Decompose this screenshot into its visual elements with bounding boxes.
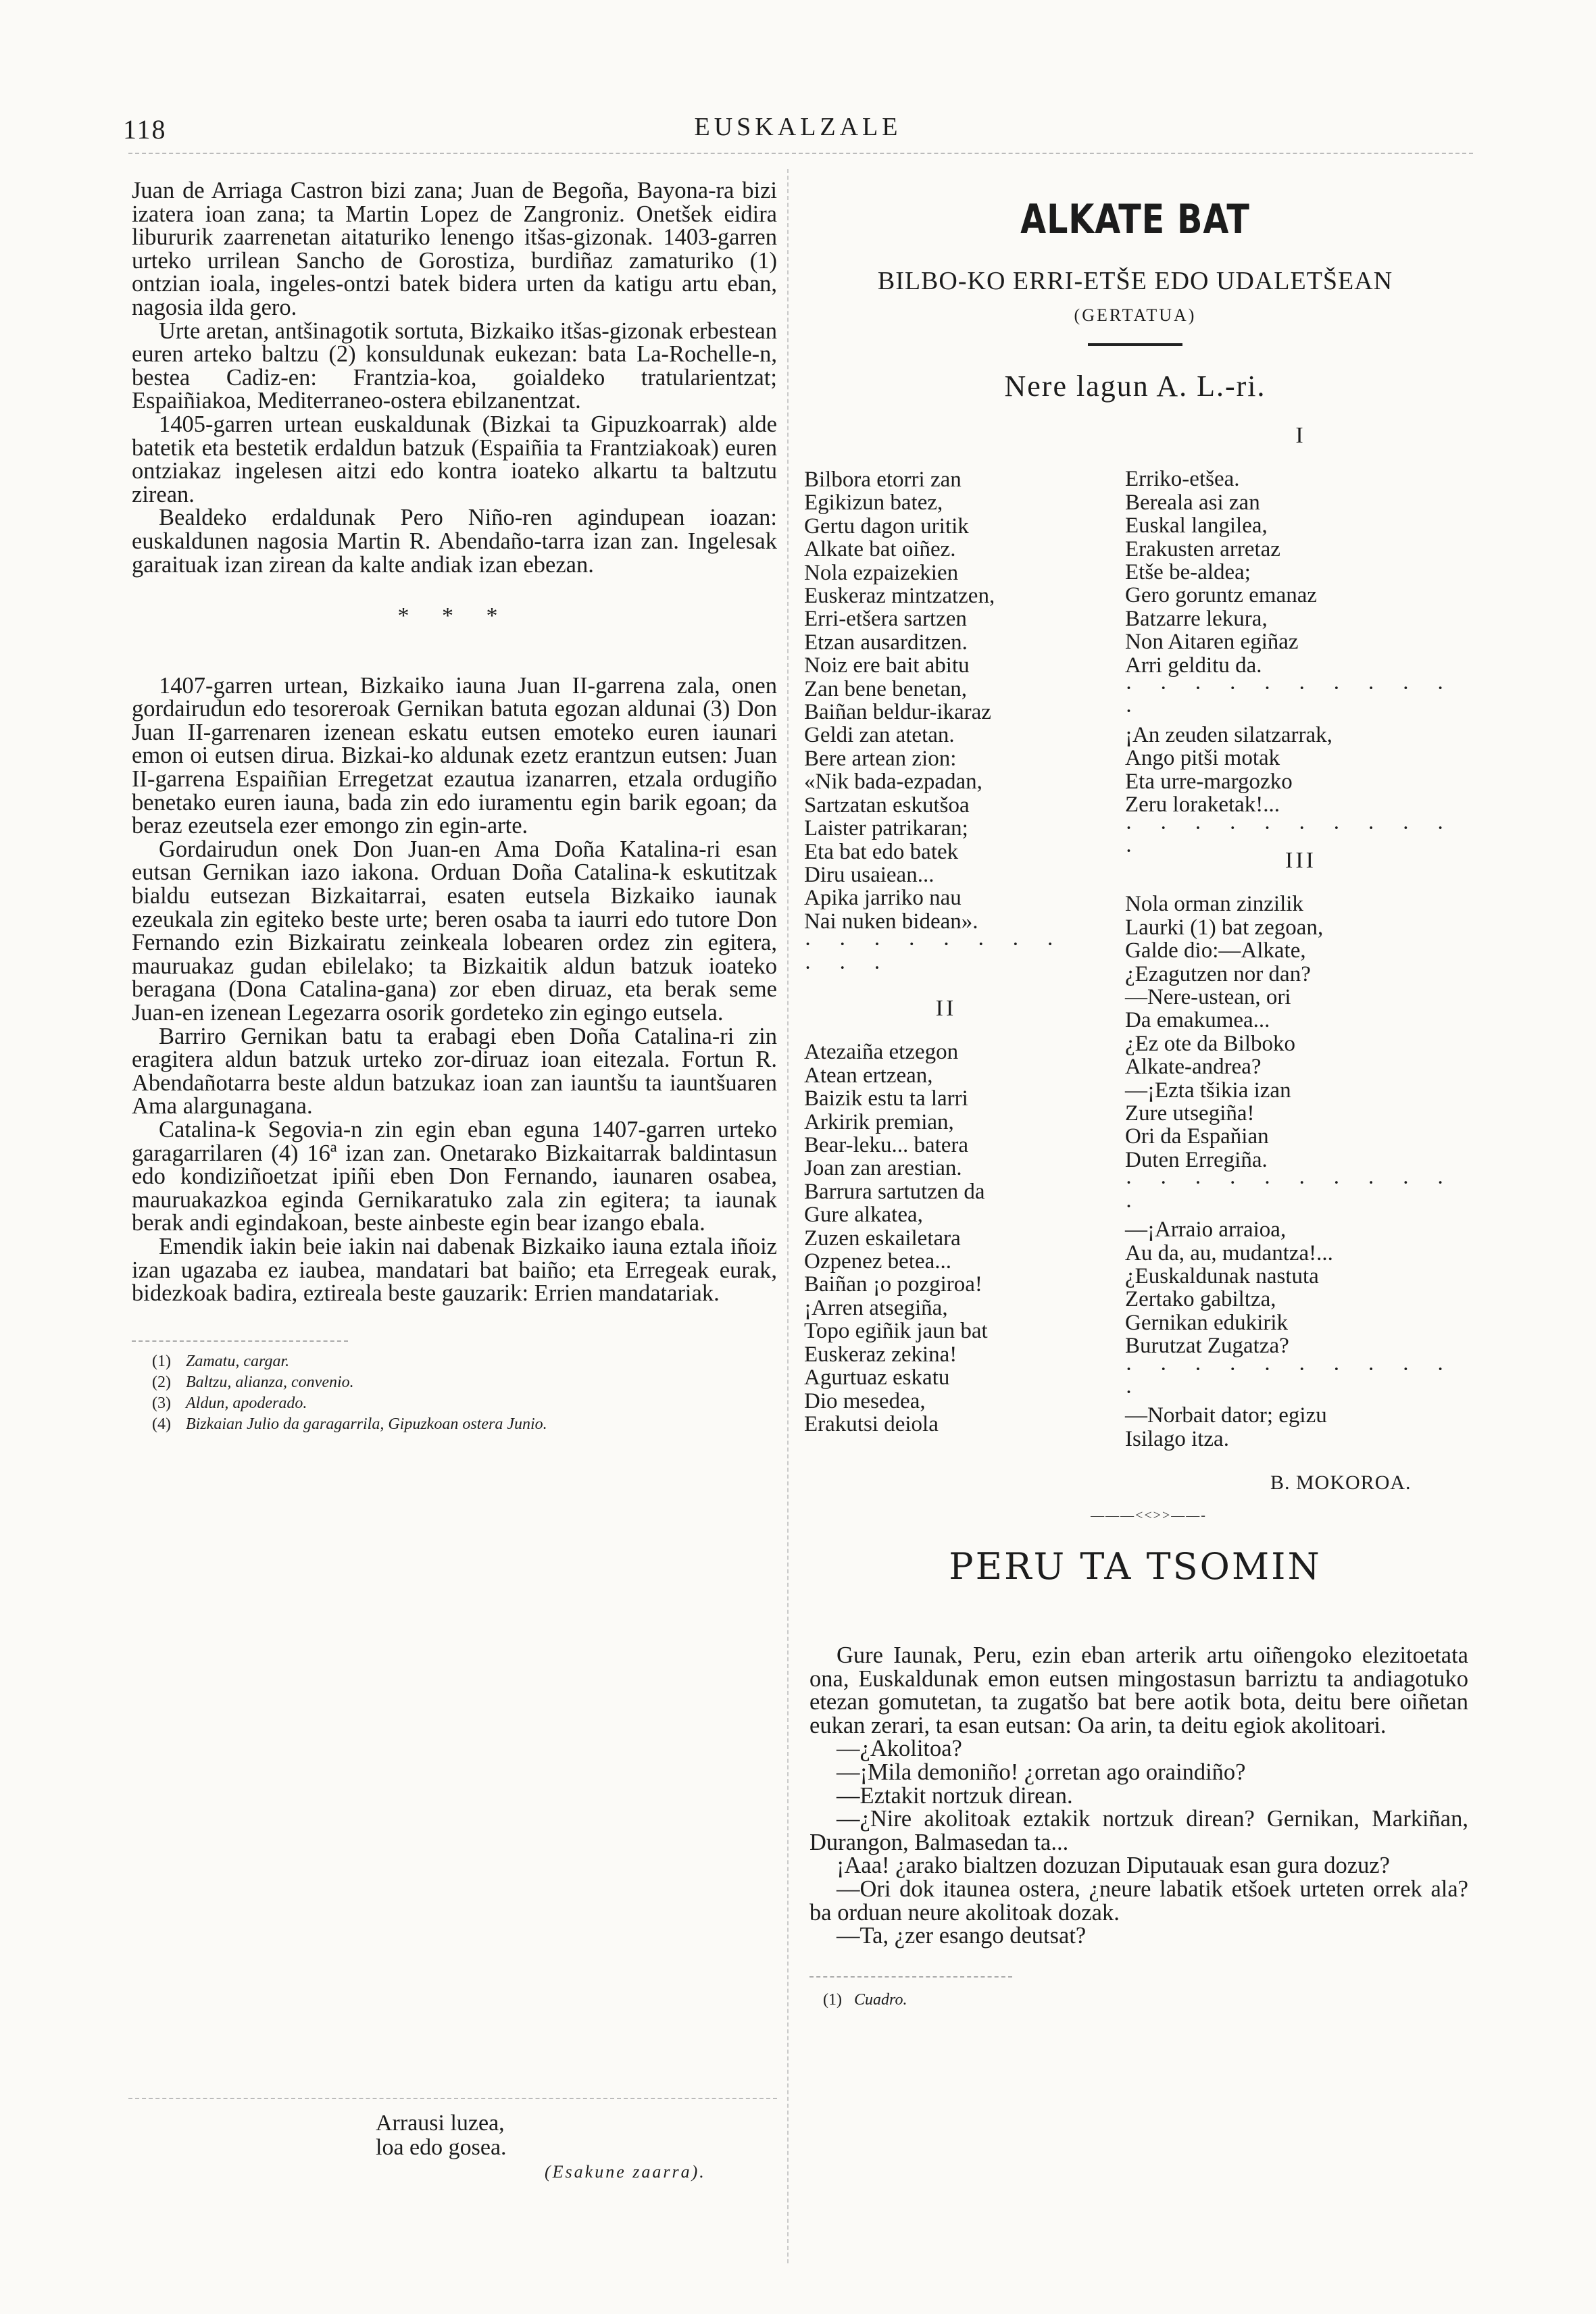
verse-line: «Nik bada-ezpadan, bbox=[804, 770, 982, 795]
heading-rule bbox=[1088, 343, 1182, 346]
verse-line: Zertako gabiltza, bbox=[1125, 1287, 1276, 1312]
quote-rule bbox=[128, 2098, 777, 2099]
verse-line: Erri-etšera sartzen bbox=[804, 607, 967, 632]
part-label: III bbox=[1285, 848, 1316, 873]
verse-line: Gernikan edukirik bbox=[1125, 1310, 1289, 1335]
verse-line: Etzan ausarditzen. bbox=[804, 630, 968, 655]
verse-ellipsis: · · · · · · · · · · · bbox=[1125, 1357, 1455, 1405]
left-column bbox=[132, 179, 777, 1435]
verse-line: Erriko-etšea. bbox=[1125, 467, 1240, 492]
verse-line: Egikizun batez, bbox=[804, 491, 943, 515]
verse-line: Isilago itza. bbox=[1125, 1426, 1229, 1451]
quote-line: Arrausi luzea, bbox=[376, 2111, 505, 2136]
verse-line: Topo egiñik jaun bat bbox=[804, 1319, 988, 1344]
paragraph: —¿Akolitoa? bbox=[837, 1736, 962, 1762]
part-label: II bbox=[935, 996, 957, 1021]
page-number: 118 bbox=[123, 114, 167, 145]
header-rule bbox=[128, 153, 1473, 154]
verse-line: Bear-leku... batera bbox=[804, 1133, 969, 1158]
verse-ellipsis: · · · · · · · · · · · bbox=[804, 932, 1065, 980]
verse-line: —¡Arraio arraioa, bbox=[1125, 1217, 1287, 1242]
verse-line: Euskeraz zekina! bbox=[804, 1342, 957, 1367]
part-label: I bbox=[1295, 423, 1306, 448]
footnote: (3) Aldun, apoderado. bbox=[152, 1394, 307, 1412]
story-body bbox=[809, 1644, 1468, 2011]
verse-line: —Norbait dator; egizu bbox=[1125, 1403, 1327, 1428]
footnote: (2) Baltzu, alianza, convenio. bbox=[152, 1373, 354, 1391]
verse-line: Eta bat edo batek bbox=[804, 839, 959, 864]
running-title: EUSKALZALE bbox=[694, 113, 902, 141]
verse-ellipsis: · · · · · · · · · · · bbox=[1125, 676, 1455, 724]
verse-line: Gure alkatea, bbox=[804, 1203, 923, 1228]
verse-line: Ori da Espaňian bbox=[1125, 1124, 1269, 1149]
ornament-divider: ———<<>>——- bbox=[1091, 1508, 1207, 1523]
paragraph: Barriro Gernikan batu ta erabagi eben Doña Catalina-ri zin eragitera aldun batzuk urteko zor-diruaz ioan eitezala. Fortun R. Abendañotarra beste aldun batzukaz ioan zan iauntšu ta iauntšuaren Ama alargunagana. bbox=[132, 1023, 777, 1120]
verse-line: Alkate-andrea? bbox=[1125, 1055, 1262, 1080]
paragraph: 1405-garren urtean euskaldunak (Bizkai ta Gipuzkoarrak) alde batetik eta bestetik erdaldun batzuk (Espaiñia ta Frantziakoak) euren ontziakaz ingelesen aitzi edo kontra ioateko alkartu ta baltzutu zirean. bbox=[132, 411, 777, 507]
verse-line: Bere artean zion: bbox=[804, 746, 957, 771]
verse-line: Baiñan ¡o pozgiroa! bbox=[804, 1272, 982, 1297]
paragraph: ¡Aaa! ¿arako bialtzen dozuzan Diputauak esan gura dozuz? bbox=[837, 1853, 1390, 1879]
verse-line: ¡An zeuden silatzarrak, bbox=[1125, 722, 1332, 747]
poem-part-2 bbox=[804, 997, 1088, 1436]
paragraph: —¡Mila demoniño! ¿orretan ago oraindiño? bbox=[837, 1759, 1246, 1785]
quote-source: (Esakune zaarra). bbox=[545, 2162, 706, 2182]
poem-part-1-right bbox=[1125, 424, 1476, 863]
paragraph: Gure Iaunak, Peru, ezin eban arterik artu oiñengoko elezitoetata ona, Euskaldunak emon eutsen mingostasun barriztu ta andiagotuko etezan gomutetan, ta zugatšo bat bere aotik bota, deitu bere oiñetan eukan zerari, ta esan eutsan: Oa arin, ta deitu egiok akolitoari. bbox=[809, 1642, 1468, 1738]
paragraph: Juan de Arriaga Castron bizi zana; Juan de Begoña, Bayona-ra bizi izatera ioan zana; ta Martin Lopez de Zangroniz. Onetšek eidira libururik zaarrenetan aitaturiko lenengo itšas-gizonak. 1403-garren urteko urrilean Sancho de Gorostiza, burdiñaz zamaturiko (1) ontzian ioala, ingeles-ontzi batek bidera urten da katigu artu eban, nagosia ilda gero. bbox=[132, 178, 777, 320]
paragraph: 1407-garren urtean, Bizkaiko iauna Juan II-garrena zala, onen gordairudun edo tesoreroak Gernikan batuta egozan aldunai (3) Don Juan II-garrenaren izenean eskatu eutsen emoteko euren iaunari emon oi eutsen dirua. Bizkai-ko aldunak ezetz erantzun eutsen: Juan II-garrena Espaiñian Erregetzat ezautua izanarren, etzala ordugiño benetako euren iauna, bada zin edo iuramentu egin barik egoan; da beraz ezeutsela ezer emongo zin egin-arte. bbox=[132, 672, 777, 839]
verse-line: Agurtuaz eskatu bbox=[804, 1365, 950, 1390]
paragraph: Urte aretan, antšinagotik sortuta, Bizkaiko itšas-gizonak erbestean euren arteko baltzu (2) konsuldunak eukezan: bata La-Rochelle-n, bestea Cadiz-en: Frantzia-koa, goialdeko tratularientzat; Espaiñiakoa, Mediterraneo-ostera ebilzanentzat. bbox=[132, 318, 777, 414]
verse-line: —Nere-ustean, ori bbox=[1125, 985, 1291, 1010]
verse-line: Au da, au, mudantza!... bbox=[1125, 1240, 1333, 1265]
poem-title: ALKATE BAT bbox=[1020, 196, 1250, 243]
verse-line: Duten Erregiña. bbox=[1125, 1147, 1268, 1172]
poem-note: (GERTATUA) bbox=[1074, 305, 1197, 325]
poem-part-1-left bbox=[804, 468, 1088, 980]
verse-line: Euskeraz mintzatzen, bbox=[804, 584, 995, 609]
verse-line: Bereala asi zan bbox=[1125, 490, 1260, 515]
paragraph: —¿Nire akolitoak eztakik nortzuk direan? Gernikan, Markiñan, Durangon, Balmasedan ta... bbox=[809, 1806, 1468, 1855]
verse-line: ¿Ez ote da Bilboko bbox=[1125, 1031, 1296, 1056]
column-divider bbox=[787, 169, 789, 2263]
poem-dedication: Nere lagun A. L.-ri. bbox=[1004, 370, 1266, 403]
verse-line: Gero goruntz emanaz bbox=[1125, 583, 1318, 608]
verse-line: Laister patrikaran; bbox=[804, 816, 968, 841]
verse-line: Nai nuken bidean». bbox=[804, 909, 978, 934]
poem-subtitle: BILBO-KO ERRI-ETŠE EDO UDALETŠEAN bbox=[877, 267, 1393, 295]
verse-line: Laurki (1) bat zegoan, bbox=[1125, 915, 1324, 940]
footnote-rule bbox=[809, 1976, 1012, 1978]
paragraph: Gordairudun onek Don Juan-en Ama Doña Katalina-ri esan eutsan Gernikan iazo iakona. Orduan Doña Catalina-k eskutitzak bialdu eutsezan Bizkaitarrai, esaten eutsela Bizkaiko iaunak ezeukala zin egiteko beste urte; beren osaba ta iaurri edo tutore Don Fernando ezin Bizkairatu zeinkeala lobearen ordez zin egitera, mauruakaz gudan ebilelako; ta Bizkaitik aldun batzuk ioateko beragana (Dona Catalina-gana) zor eben diruaz, eta berak seme Juan-en izenean Legezarra osorik gordeteko zin egingo eutsela. bbox=[132, 836, 777, 1026]
verse-line: Erakusten arretaz bbox=[1125, 536, 1280, 561]
verse-line: Burutzat Zugatza? bbox=[1125, 1334, 1289, 1359]
poem-signature: B. MOKOROA. bbox=[1270, 1472, 1412, 1494]
verse-line: Barrura sartutzen da bbox=[804, 1179, 985, 1204]
verse-line: Baiñan beldur-ikaraz bbox=[804, 700, 991, 725]
verse-line: Zan bene benetan, bbox=[804, 676, 967, 701]
section-separator: * * * bbox=[397, 603, 512, 629]
verse-line: Non Aitaren egiñaz bbox=[1125, 630, 1299, 655]
proverb-quote bbox=[376, 2111, 706, 2184]
verse-line: ¿Ezagutzen nor dan? bbox=[1125, 961, 1311, 986]
verse-line: Alkate bat oiñez. bbox=[804, 537, 956, 562]
verse-line: Gertu dagon uritik bbox=[804, 513, 969, 538]
verse-line: Euskal langilea, bbox=[1125, 513, 1268, 538]
verse-line: Diru usaiean... bbox=[804, 862, 934, 887]
paragraph: —Ta, ¿zer esango deutsat? bbox=[837, 1923, 1087, 1949]
verse-line: Geldi zan atetan. bbox=[804, 723, 955, 748]
verse-line: Ango pitši motak bbox=[1125, 746, 1280, 771]
footnote: (1) Zamatu, cargar. bbox=[152, 1352, 290, 1370]
verse-line: Zeru loraketak!... bbox=[1125, 793, 1280, 818]
verse-line: Nola ezpaizekien bbox=[804, 560, 959, 585]
footnote-rule bbox=[132, 1340, 348, 1342]
story-title: PERU TA TSOMIN bbox=[949, 1545, 1322, 1588]
verse-line: Bilbora etorri zan bbox=[804, 468, 962, 492]
verse-line: Eta urre-margozko bbox=[1125, 769, 1293, 794]
footnote: (4) Bizkaian Julio da garagarrila, Gipuzkoan ostera Junio. bbox=[152, 1415, 547, 1433]
paragraph: Catalina-k Segovia-n zin egin eban eguna 1407-garren urteko garagarrilaren (4) 16ª izan zan. Onetarako Bizkaitarrak baldintasun edo kondiziñoetzat ipiñi eben Don Fernando, iaunaren osabea, mauruakazkoa eginda Gernikaratuko zala zin egitera; ta iaunak berak andi egindakoan, beste ainbeste egin bear izango ebala. bbox=[132, 1116, 777, 1236]
paragraph: Emendik iakin beie iakin nai dabenak Bizkaiko iauna eztala iñoiz izan ugazaba ez iaubea, mandatari bat baiño; eta Erregeak eurak, bidezkoak badira, eztirealа beste gauzarik: Errien mandatariak. bbox=[132, 1233, 777, 1307]
verse-line: Arri gelditu da. bbox=[1125, 653, 1262, 678]
paragraph: —Eztakit nortzuk direan. bbox=[837, 1782, 1073, 1809]
verse-line: ¡Arren atsegiña, bbox=[804, 1295, 948, 1320]
verse-line: Atezaiña etzegon bbox=[804, 1040, 959, 1065]
poem-part-3 bbox=[1125, 849, 1476, 1451]
verse-line: Noiz ere bait abitu bbox=[804, 653, 970, 678]
verse-line: Joan zan arestian. bbox=[804, 1156, 962, 1181]
verse-line: Arkirik premian, bbox=[804, 1109, 954, 1134]
verse-ellipsis: · · · · · · · · · · · bbox=[1125, 815, 1455, 863]
verse-line: Apika jarriko nau bbox=[804, 886, 962, 911]
verse-line: Zuzen eskailetara bbox=[804, 1226, 961, 1251]
verse-line: Zure utsegiña! bbox=[1125, 1101, 1255, 1126]
verse-line: Erakutsi deiola bbox=[804, 1411, 939, 1436]
verse-line: Baizik estu ta larri bbox=[804, 1086, 968, 1111]
footnote: (1) Cuadro. bbox=[823, 1990, 907, 2009]
verse-line: Nola orman zinzilik bbox=[1125, 892, 1303, 917]
verse-line: Batzarre lekura, bbox=[1125, 606, 1268, 631]
verse-line: Etše be-aldea; bbox=[1125, 560, 1251, 585]
verse-ellipsis: · · · · · · · · · · · bbox=[1125, 1171, 1455, 1219]
verse-line: Galde dio:—Alkate, bbox=[1125, 938, 1306, 963]
poem-heading bbox=[804, 182, 1466, 403]
verse-line: Da emakumea... bbox=[1125, 1008, 1270, 1033]
verse-line: —¡Ezta tšikia izan bbox=[1125, 1078, 1291, 1103]
verse-line: Ozpenez betea... bbox=[804, 1249, 952, 1274]
paragraph: Bealdeko erdaldunak Pero Niño-ren agindupean ioazan: euskaldunen nagosia Martin R. Abendaño-tarra izan zan. Ingelesak garaituak izan zirean da kalte andiak izan ebezan. bbox=[132, 505, 777, 578]
paragraph: —Ori dok itaunea ostera, ¿neure labatik etšoek urteten orrek ala? ba orduan neure akolitoak dozak. bbox=[809, 1876, 1468, 1926]
quote-line: loa edo gosea. bbox=[376, 2135, 507, 2160]
verse-line: Sartzatan eskutšoa bbox=[804, 793, 970, 818]
verse-line: Atean ertzean, bbox=[804, 1063, 933, 1088]
verse-line: ¿Euskaldunak nastuta bbox=[1125, 1263, 1319, 1288]
verse-line: Dio mesedea, bbox=[804, 1388, 926, 1413]
